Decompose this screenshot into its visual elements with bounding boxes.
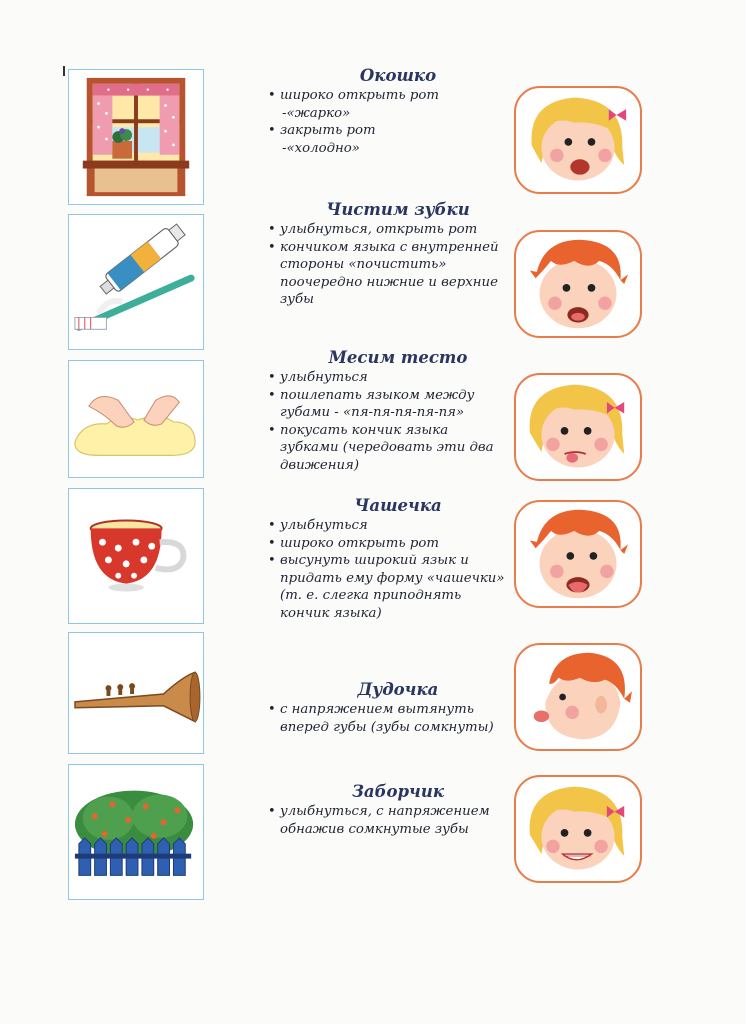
- step-item: • улыбнуться: [266, 369, 506, 387]
- boy-tongue-cup-face: [514, 500, 642, 608]
- exercise-title: Чистим зубки: [326, 200, 470, 219]
- step-item: -«жарко»: [282, 105, 351, 121]
- step-item: -«холодно»: [282, 140, 360, 156]
- step-item: • улыбнуться: [266, 517, 506, 535]
- step-item: • кончиком языка с внутренней стороны «почистить» поочередно нижние и верхние зубы: [266, 239, 506, 309]
- fence-and-bush-illustration: [68, 764, 204, 900]
- boy-profile-lips-forward-face: [514, 643, 642, 751]
- exercise-mesim-testo: [266, 348, 506, 474]
- exercise-title: Месим тесто: [328, 348, 468, 367]
- window-illustration: [68, 69, 204, 205]
- girl-smile-teeth-face: [514, 775, 642, 883]
- exercise-okoshko: [266, 66, 506, 157]
- step-item: • пошлепать языком между губами - «пя-пя-пя-пя-пя»: [266, 387, 506, 422]
- exercise-title: Дудочка: [357, 680, 439, 699]
- exercise-title: Заборчик: [351, 782, 444, 801]
- girl-tongue-between-lips-face: [514, 373, 642, 481]
- kneading-dough-illustration: [68, 360, 204, 478]
- step-item: • улыбнуться, с напряжением обнажив сомкнутые зубы: [266, 803, 506, 838]
- step-item: • высунуть широкий язык и придать ему форму «чашечки» (т. е. слегка приподнять кончик языка): [266, 552, 506, 622]
- exercise-chistim-zubki: [266, 200, 506, 309]
- polka-dot-cup-illustration: [68, 488, 204, 624]
- step-item: • покусать кончик языка зубками (чередовать эти два движения): [266, 422, 506, 475]
- step-item: • широко открыть рот: [266, 87, 506, 105]
- exercise-title: Чашечка: [354, 496, 442, 515]
- page-edge-mark: [63, 66, 65, 76]
- girl-mouth-open-face: [514, 86, 642, 194]
- step-item: • закрыть рот: [266, 122, 506, 140]
- step-item: • улыбнуться, открыть рот: [266, 221, 506, 239]
- exercise-chashechka: [266, 496, 506, 622]
- step-item: • широко открыть рот: [266, 535, 506, 553]
- toothpaste-and-brush-illustration: [68, 214, 204, 350]
- exercise-dudochka: [266, 680, 506, 736]
- boy-tongue-inside-teeth-face: [514, 230, 642, 338]
- exercise-zaborchik: [266, 782, 506, 838]
- exercise-title: Окошко: [359, 66, 437, 85]
- step-item: • с напряжением вытянуть вперед губы (зубы сомкнуты): [266, 701, 506, 736]
- pipe-illustration: [68, 632, 204, 754]
